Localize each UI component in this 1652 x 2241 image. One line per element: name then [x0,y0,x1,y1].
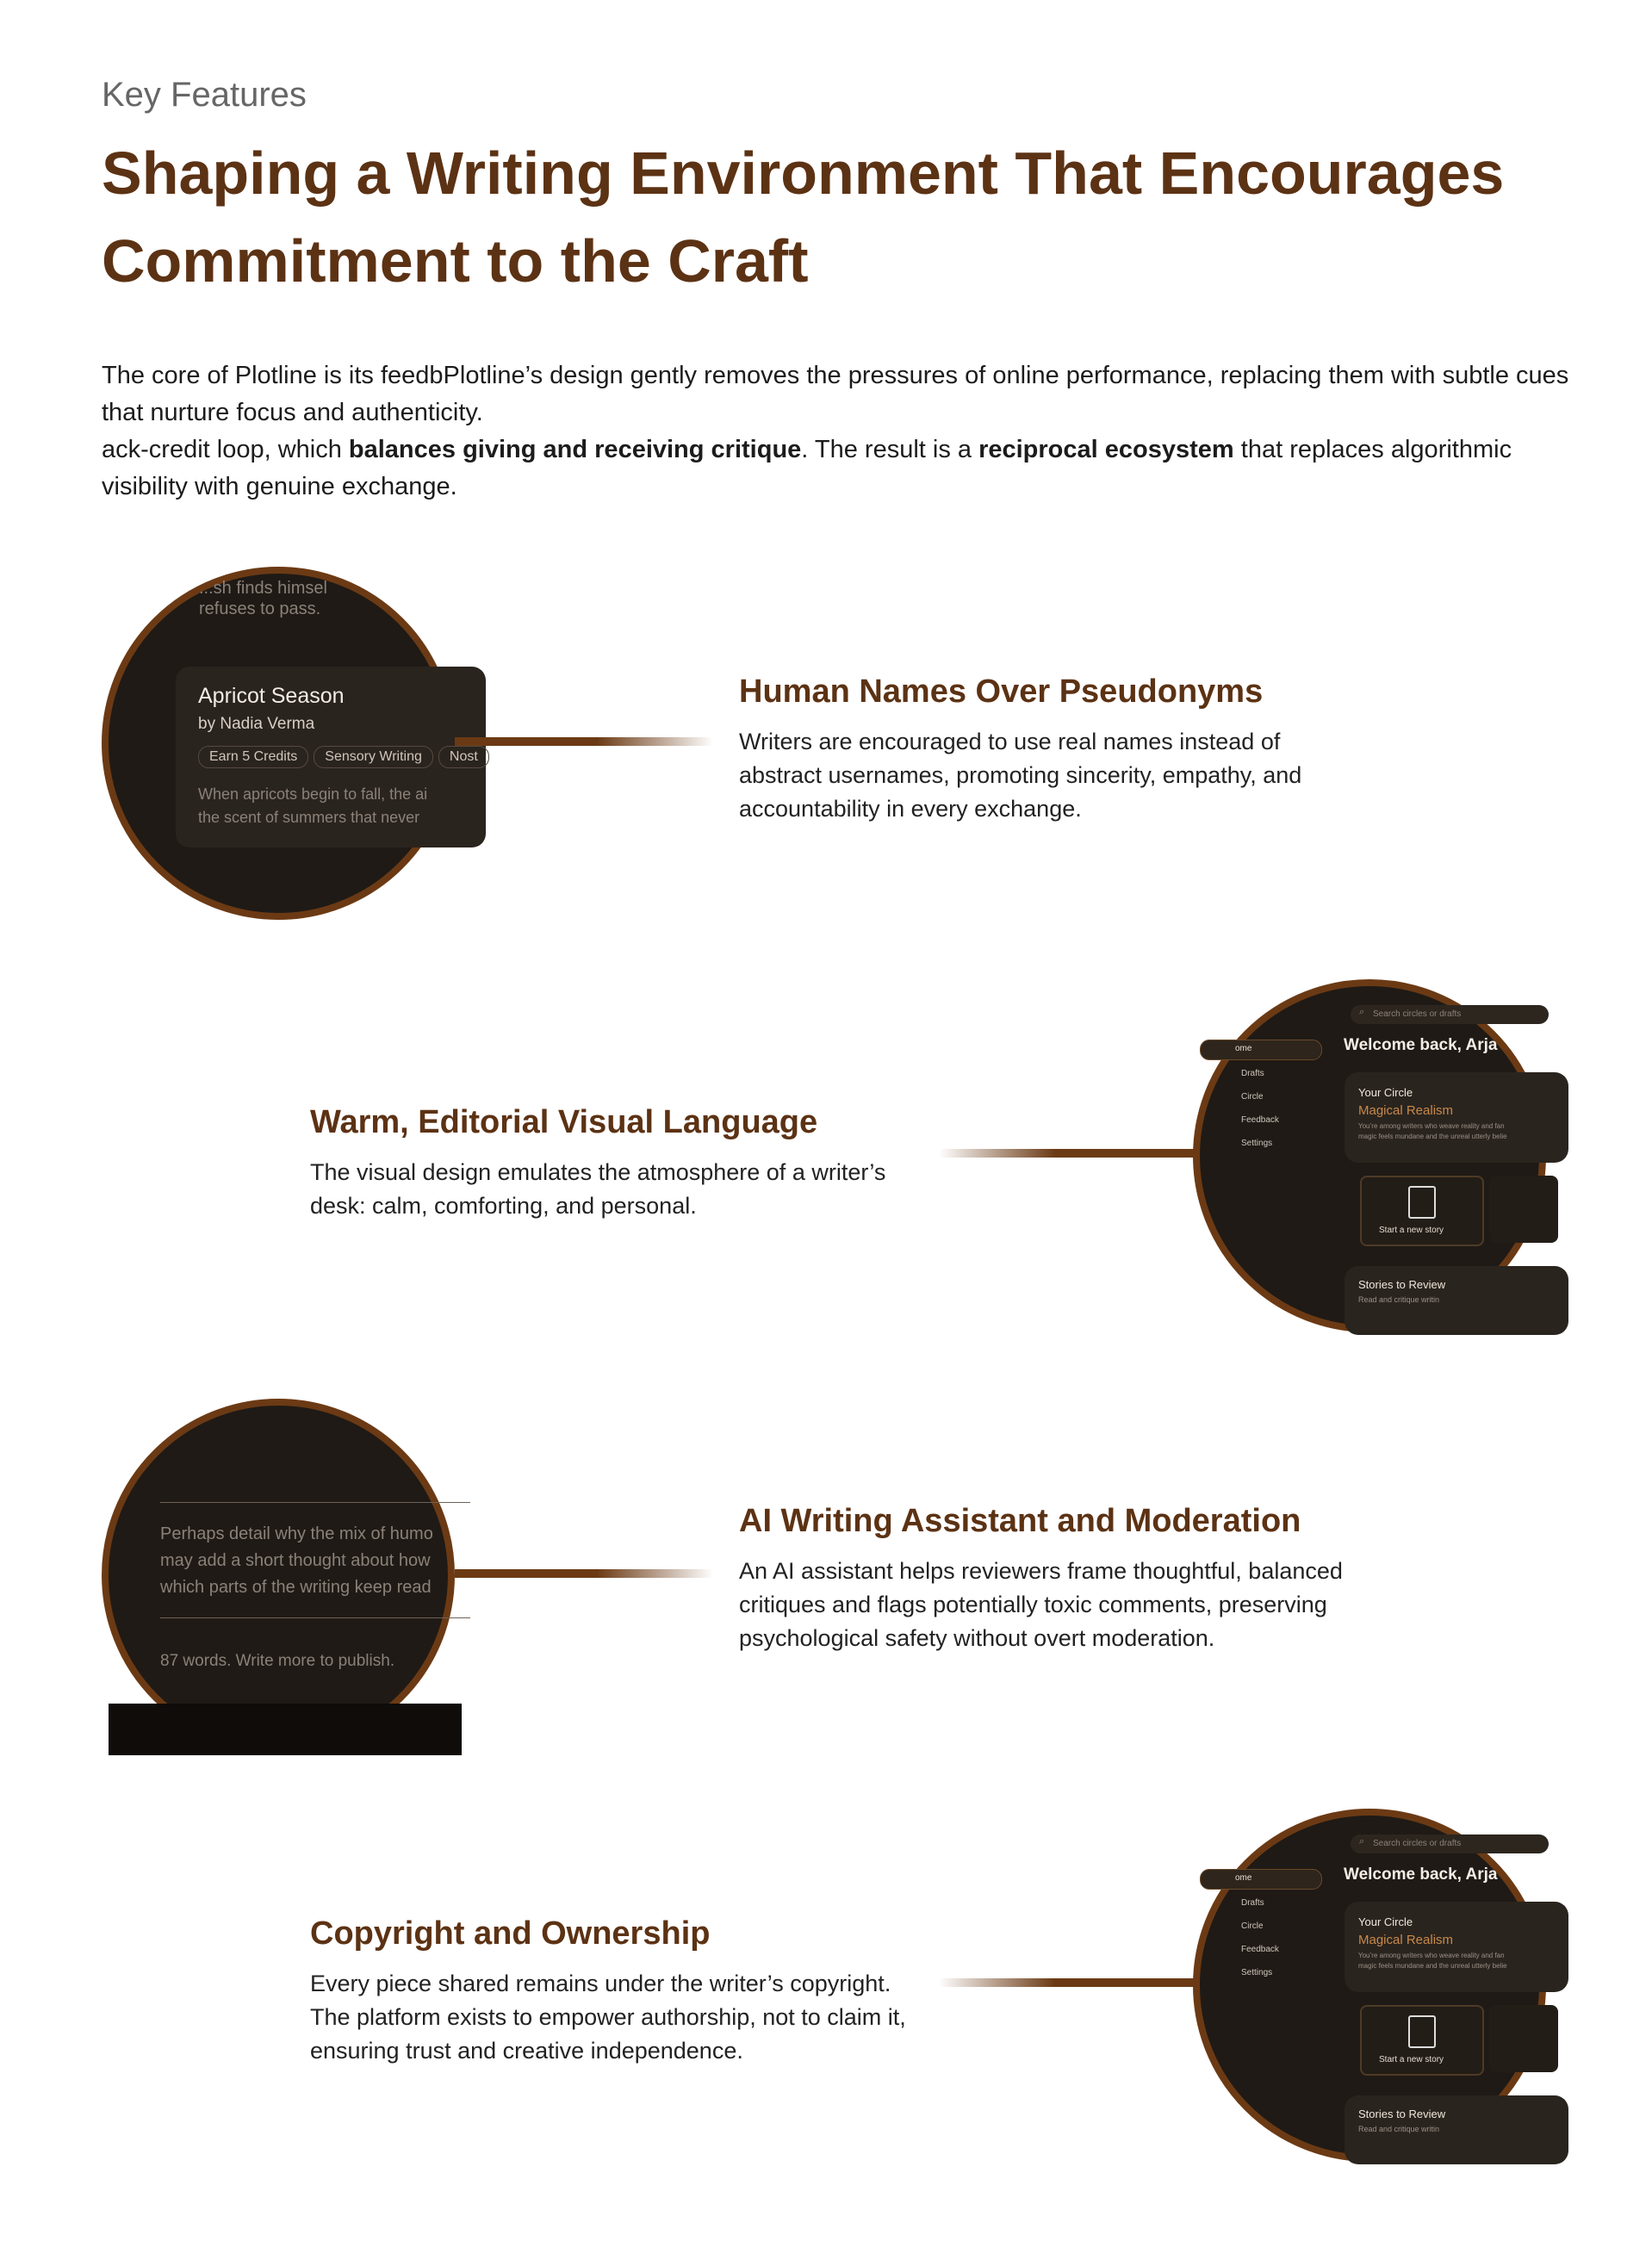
chip-credits: Earn 5 Credits [198,746,308,768]
editor-screenshot: Perhaps detail why the mix of humo may add a short thought about how which parts of the writing keep read 87 words. Write more to publish. [102,1399,455,1752]
nav-item-settings: Settings [1241,1968,1273,1977]
connector-line [455,1569,713,1578]
feature-title-ai: AI Writing Assistant and Moderation [739,1503,1301,1539]
feature-body-visual: The visual design emulates the atmosphere of a writer’s desk: calm, comforting, and personal. [310,1159,886,1219]
nav-item-circle: Circle [1241,1092,1264,1102]
story-card: Apricot Season by Nadia Verma Earn 5 Credits Sensory Writing Nost When apricots begin to fall, the ai the scent of summers that never [176,667,486,847]
review-card: Stories to Review Read and critique writin [1345,2095,1568,2164]
welcome-heading: Welcome back, Arja [1344,1036,1498,1054]
nav-item-settings: Settings [1241,1139,1273,1148]
feature-body-ai: An AI assistant helps reviewers frame thoughtful, balanced critiques and flags potentially toxic comments, preserving psychological safety without overt moderation. [739,1558,1343,1651]
story-card-screenshot: ...sh finds himsel refuses to pass. Apricot Season by Nadia Verma Earn 5 Credits Sensory Writing Nost When apricots begin to fall, the ai the scent of summers that never [102,567,455,920]
card-placeholder [1489,1176,1558,1243]
page-title: Shaping a Writing Environment That Encourages Commitment to the Craft [102,140,1505,295]
nav-item-circle: Circle [1241,1921,1264,1931]
section-eyebrow: Key Features [102,76,307,114]
intro-line-1: The core of Plotline is its feedbPlotline’s design gently removes the pressures of online performance, replacing them with subtle cues that nurture focus and authenticity. [102,362,1569,426]
nav-item-home: ome [1200,1869,1322,1890]
chip-more: Nost [438,746,489,768]
story-chips [198,746,494,768]
review-card: Stories to Review Read and critique writin [1345,1266,1568,1335]
editor-footer [109,1704,462,1755]
nav-item-feedback: Feedback [1241,1115,1279,1125]
word-count: 87 words. Write more to publish. [160,1652,395,1670]
search-input: ⌕ Search circles or drafts [1351,1834,1549,1853]
feature-title-visual: Warm, Editorial Visual Language [310,1104,818,1140]
divider [160,1617,470,1618]
connector-line [455,737,713,746]
dashboard-screenshot [1193,979,1546,1332]
new-story-button: Start a new story [1360,1176,1484,1246]
chip-genre: Sensory Writing [314,746,433,768]
new-document-icon [1408,2015,1436,2048]
circle-card: Your Circle Magical Realism You’re among writers who weave reality and fan magic feels mundane and the unreal utterly belie [1345,1072,1568,1163]
feature-title-copyright: Copyright and Ownership [310,1915,711,1952]
feature-body-copyright: Every piece shared remains under the writer’s copyright. The platform exists to empower authorship, not to claim it, ensuring trust and creative independence. [310,1971,906,2064]
circle-card: Your Circle Magical Realism You’re among writers who weave reality and fan magic feels mundane and the unreal utterly belie [1345,1902,1568,1992]
story-author: by Nadia Verma [198,715,315,733]
divider [160,1502,470,1503]
intro-line-2: ack-credit loop, which balances giving and receiving critique. The result is a reciprocal ecosystem that replaces algorithmic visibility with genuine exchange. [102,436,1512,500]
search-icon: ⌕ [1359,1007,1365,1017]
new-story-button: Start a new story [1360,2005,1484,2076]
search-input: ⌕ Search circles or drafts [1351,1005,1549,1024]
nav-item-drafts: Drafts [1241,1898,1264,1908]
nav-item-drafts: Drafts [1241,1069,1264,1078]
connector-line [939,1978,1197,1987]
dashboard-screenshot [1193,1809,1546,2162]
nav-item-feedback: Feedback [1241,1945,1279,1954]
story-title: Apricot Season [198,684,345,708]
card-placeholder [1489,2005,1558,2072]
welcome-heading: Welcome back, Arja [1344,1865,1498,1884]
feature-body-names: Writers are encouraged to use real names instead of abstract usernames, promoting sincerity, empathy, and accountability in every exchange. [739,729,1302,822]
search-icon: ⌕ [1359,1836,1365,1847]
connector-line [939,1149,1197,1158]
feature-title-names: Human Names Over Pseudonyms [739,674,1264,710]
new-document-icon [1408,1186,1436,1219]
intro-paragraph [102,357,1583,506]
nav-item-home: ome [1200,1040,1322,1060]
